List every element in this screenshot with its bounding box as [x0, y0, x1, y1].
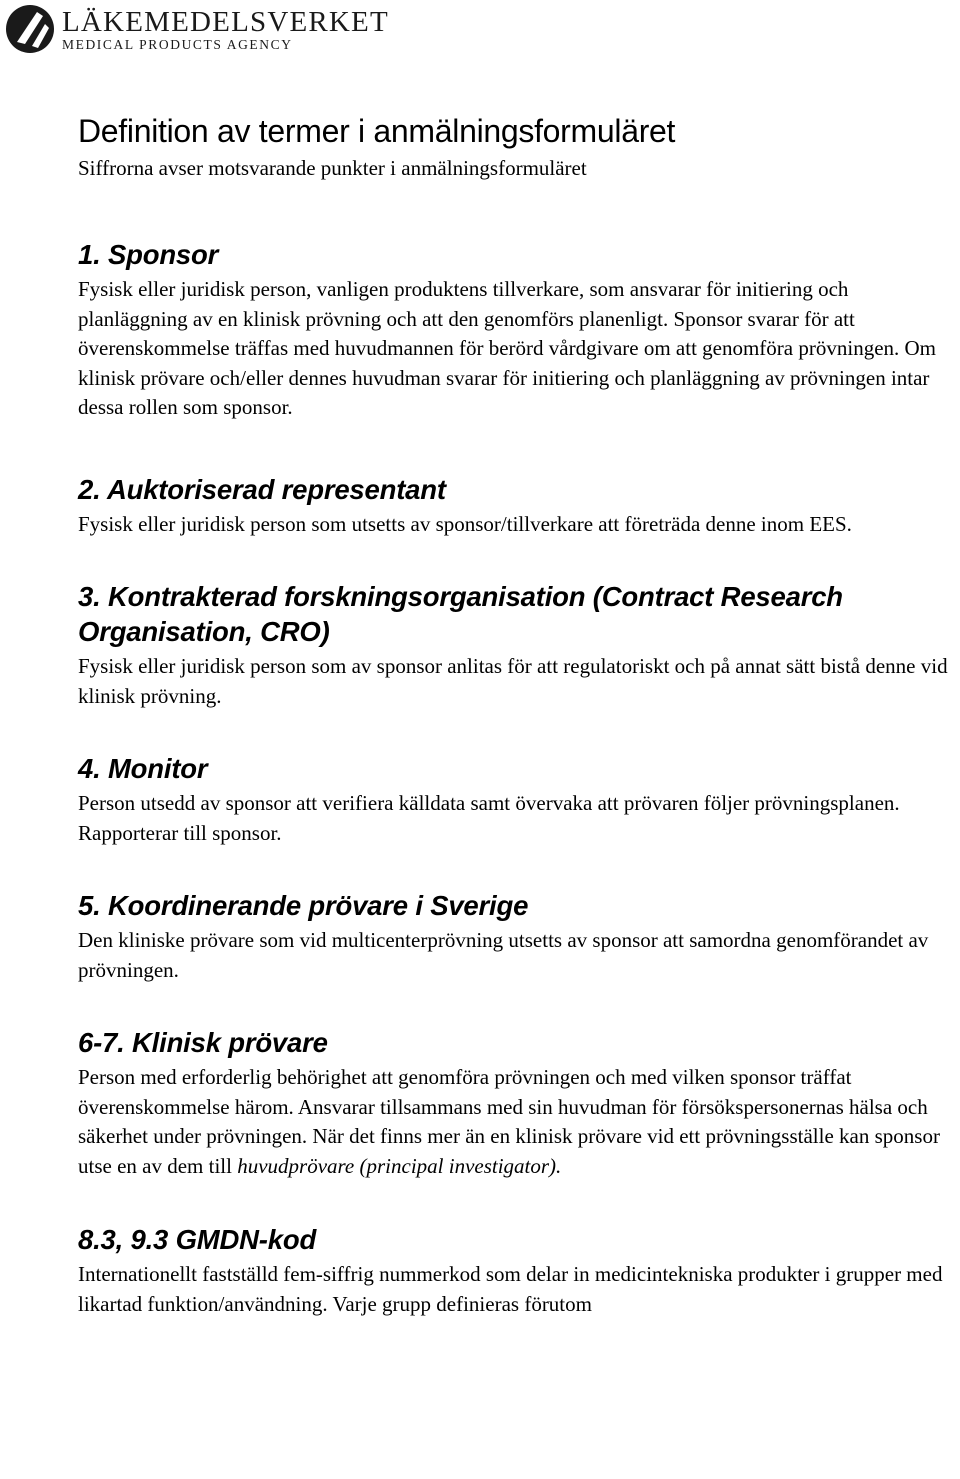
- logo-subtitle: MEDICAL PRODUCTS AGENCY: [62, 36, 293, 52]
- section-sponsor: [78, 237, 958, 423]
- section-heading: 1. Sponsor: [78, 239, 219, 270]
- section-body: Fysisk eller juridisk person som utsetts av sponsor/tillverkare att företräda denne inom EES.: [78, 511, 852, 536]
- section-heading: 4. Monitor: [78, 753, 208, 784]
- section-heading: 5. Koordinerande prövare i Sverige: [78, 890, 529, 921]
- section-gmdn-code: [78, 1222, 958, 1319]
- section-body-text: Person med erforderlig behörighet att genomföra prövningen och med vilken sponsor träffat överenskommelse härom. Ansvarar tillsammans med sin huvudman för försökspersonernas hälsa och säkerhet under prövningen. När det finns mer än en klinisk prövare vid ett prövningsställe kan sponsor utse en av dem till: [78, 1065, 940, 1178]
- section-body: [78, 1063, 958, 1181]
- section-body: Fysisk eller juridisk person som av sponsor anlitas för att regulatoriskt och på annat sätt bistå denne vid klinisk prövning.: [78, 654, 948, 708]
- section-clinical-investigator: [78, 1025, 958, 1181]
- section-monitor: [78, 751, 958, 848]
- section-heading: 8.3, 9.3 GMDN-kod: [78, 1224, 317, 1255]
- section-heading: 6-7. Klinisk prövare: [78, 1027, 328, 1058]
- document-title: Definition av termer i anmälningsformuläret: [78, 113, 676, 149]
- agency-emblem-icon: [5, 4, 55, 54]
- section-coordinating-investigator: [78, 888, 958, 985]
- section-body-italic: huvudprövare (principal investigator).: [237, 1153, 562, 1178]
- section-body: Person utsedd av sponsor att verifiera källdata samt övervaka att prövaren följer prövningsplanen. Rapporterar till sponsor.: [78, 791, 900, 845]
- section-cro: [78, 579, 958, 711]
- section-heading: 3. Kontrakterad forskningsorganisation (Contract Research Organisation, CRO): [78, 581, 843, 647]
- section-body: Internationellt fastställd fem-siffrig nummerkod som delar in medicintekniska produkter i grupper med likartad funktion/användning. Varje grupp definieras förutom: [78, 1262, 943, 1316]
- section-heading: 2. Auktoriserad representant: [78, 473, 446, 505]
- section-body: Den kliniske prövare som vid multicenterprövning utsetts av sponsor att samordna genomförandet av prövningen.: [78, 928, 929, 982]
- section-body: Fysisk eller juridisk person, vanligen produktens tillverkare, som ansvarar för initiering och planläggning av en klinisk prövning och att den genomförs planenligt. Sponsor svarar för att överenskommelse träffas med huvudmannen för berörd vårdgivare om att genomföra prövningen. Om klinisk prövare och/eller dennes huvudman svarar för initiering och planläggning av prövningen intar dessa rollen som sponsor.: [78, 277, 937, 419]
- document-body: [78, 111, 958, 1319]
- section-authorized-representative: [78, 472, 958, 540]
- logo-name: LÄKEMEDELSVERKET: [62, 5, 389, 38]
- agency-logo: [5, 4, 389, 54]
- document-subtitle: Siffrorna avser motsvarande punkter i anmälningsformuläret: [78, 156, 587, 180]
